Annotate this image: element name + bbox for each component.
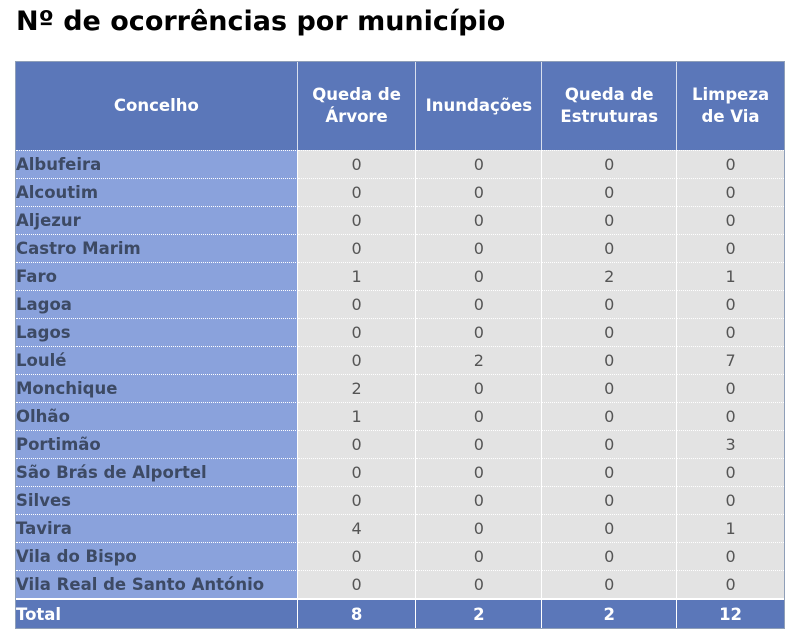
table-cell: 0: [298, 542, 417, 570]
municipality-name: Castro Marim: [16, 234, 298, 262]
table-row: [16, 570, 784, 598]
table-cell: 0: [677, 486, 784, 514]
table-cell: 0: [298, 206, 417, 234]
table-cell: 0: [298, 430, 417, 458]
table-row: [16, 430, 784, 458]
total-label: Total: [16, 598, 298, 628]
total-row: [16, 598, 784, 628]
table-cell: 0: [677, 150, 784, 178]
table-cell: 0: [677, 570, 784, 598]
municipality-name: Silves: [16, 486, 298, 514]
table-row: [16, 514, 784, 542]
column-header: Inundações: [416, 62, 542, 150]
table-cell: 0: [677, 178, 784, 206]
municipality-name: Tavira: [16, 514, 298, 542]
table-cell: 7: [677, 346, 784, 374]
table-cell: 0: [416, 374, 542, 402]
table-row: [16, 150, 784, 178]
table-row: [16, 458, 784, 486]
table-cell: 0: [416, 206, 542, 234]
table-cell: 0: [677, 234, 784, 262]
municipality-name: Vila do Bispo: [16, 542, 298, 570]
municipality-name: Alcoutim: [16, 178, 298, 206]
column-header: Queda de Estruturas: [542, 62, 677, 150]
column-header: Queda de Árvore: [298, 62, 417, 150]
table-row: [16, 290, 784, 318]
municipality-name: Monchique: [16, 374, 298, 402]
table-cell: 2: [542, 262, 677, 290]
table-cell: 0: [677, 542, 784, 570]
total-cell: 12: [677, 598, 784, 628]
table-cell: 0: [298, 234, 417, 262]
table-cell: 0: [416, 150, 542, 178]
table-cell: 0: [298, 178, 417, 206]
municipality-name: Lagos: [16, 318, 298, 346]
table-cell: 0: [542, 430, 677, 458]
table-header-row: [16, 62, 784, 150]
table-cell: 0: [416, 570, 542, 598]
table-row: [16, 346, 784, 374]
table-cell: 0: [416, 234, 542, 262]
table-cell: 0: [542, 458, 677, 486]
table-cell: 0: [298, 290, 417, 318]
table-cell: 0: [416, 514, 542, 542]
table-cell: 3: [677, 430, 784, 458]
table-cell: 0: [542, 514, 677, 542]
municipality-name: Vila Real de Santo António: [16, 570, 298, 598]
table-cell: 0: [416, 318, 542, 346]
table-cell: 0: [677, 458, 784, 486]
table-cell: 0: [416, 486, 542, 514]
table-cell: 0: [298, 150, 417, 178]
page-title: Nº de ocorrências por município: [16, 6, 506, 37]
table-row: [16, 542, 784, 570]
table-cell: 0: [298, 318, 417, 346]
municipality-name: Olhão: [16, 402, 298, 430]
table-cell: 1: [677, 514, 784, 542]
municipality-name: Aljezur: [16, 206, 298, 234]
table-cell: 0: [298, 570, 417, 598]
table-cell: 0: [542, 570, 677, 598]
column-header-concelho: Concelho: [16, 62, 298, 150]
table-cell: 1: [298, 402, 417, 430]
table-cell: 0: [298, 458, 417, 486]
table-row: [16, 206, 784, 234]
table-cell: 0: [542, 346, 677, 374]
table-row: [16, 178, 784, 206]
table-row: [16, 234, 784, 262]
table-cell: 0: [416, 402, 542, 430]
total-cell: 2: [542, 598, 677, 628]
municipality-name: Albufeira: [16, 150, 298, 178]
table-cell: 0: [416, 262, 542, 290]
table-cell: 0: [677, 206, 784, 234]
table-cell: 0: [542, 178, 677, 206]
table-body: [16, 150, 784, 628]
table-cell: 0: [298, 486, 417, 514]
table-row: [16, 374, 784, 402]
table-cell: 0: [542, 150, 677, 178]
table-row: [16, 402, 784, 430]
table-cell: 0: [416, 178, 542, 206]
table-cell: 0: [416, 290, 542, 318]
table-cell: 0: [542, 290, 677, 318]
table-cell: 1: [298, 262, 417, 290]
table-cell: 2: [416, 346, 542, 374]
table-row: [16, 318, 784, 346]
municipality-name: Loulé: [16, 346, 298, 374]
table-cell: 2: [298, 374, 417, 402]
table-cell: 0: [416, 458, 542, 486]
table-cell: 0: [542, 374, 677, 402]
table-cell: 1: [677, 262, 784, 290]
municipality-name: Faro: [16, 262, 298, 290]
table-cell: 4: [298, 514, 417, 542]
total-cell: 2: [416, 598, 542, 628]
table-cell: 0: [298, 346, 417, 374]
table-cell: 0: [416, 430, 542, 458]
table-cell: 0: [542, 402, 677, 430]
occurrences-table: [15, 61, 785, 629]
table-cell: 0: [542, 318, 677, 346]
table-cell: 0: [542, 234, 677, 262]
column-header: Limpeza de Via: [677, 62, 784, 150]
table-row: [16, 486, 784, 514]
table-cell: 0: [416, 542, 542, 570]
table-cell: 0: [677, 290, 784, 318]
municipality-name: São Brás de Alportel: [16, 458, 298, 486]
municipality-name: Portimão: [16, 430, 298, 458]
table-cell: 0: [542, 542, 677, 570]
table-cell: 0: [677, 318, 784, 346]
table-cell: 0: [542, 486, 677, 514]
table-row: [16, 262, 784, 290]
municipality-name: Lagoa: [16, 290, 298, 318]
table-cell: 0: [542, 206, 677, 234]
table-cell: 0: [677, 402, 784, 430]
total-cell: 8: [298, 598, 417, 628]
table-cell: 0: [677, 374, 784, 402]
